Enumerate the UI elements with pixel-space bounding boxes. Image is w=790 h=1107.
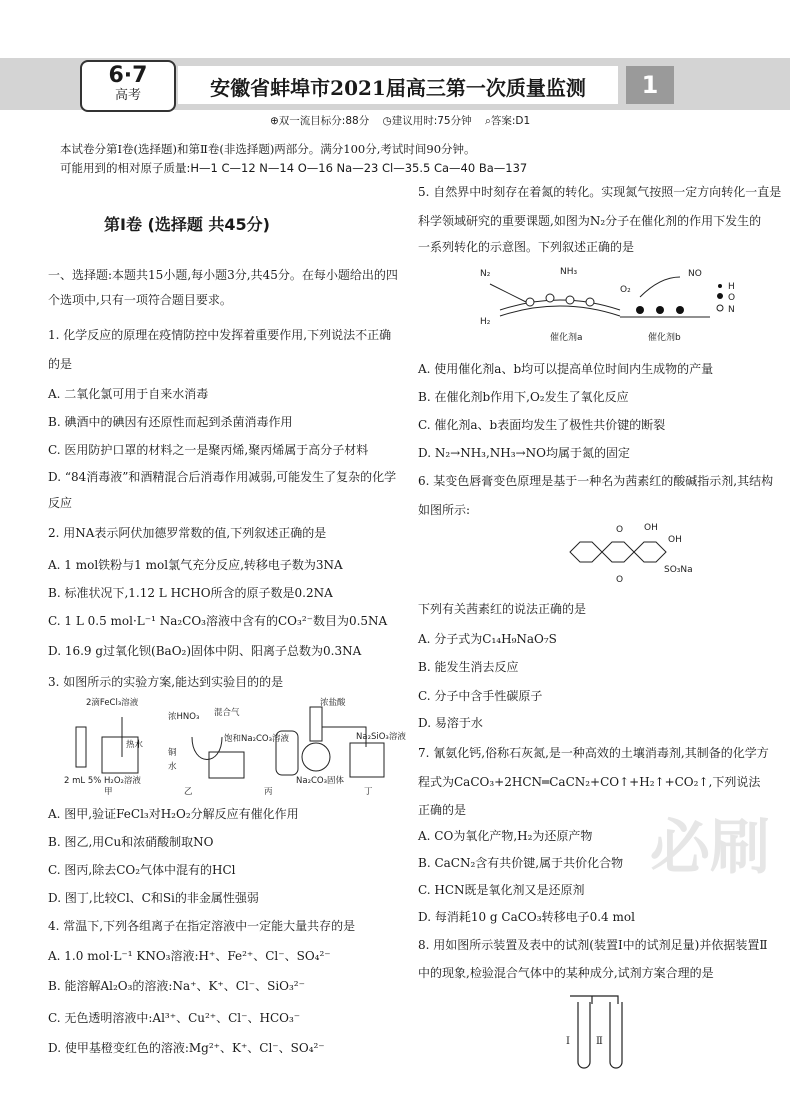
fig8-label: Ⅰ [566,1036,570,1047]
left-text-line: B. 能溶解Al₂O₃的溶液:Na⁺、K⁺、Cl⁻、SiO₃²⁻ [48,979,305,993]
fig3-label: 浓HNO₃ [168,712,200,722]
right-text-line: D. N₂→NH₃,NH₃→NO均属于氮的固定 [418,446,630,460]
fig6-label: OH [644,523,658,533]
brand-logo: 6·7 高考 [80,60,176,112]
round-flask [302,743,330,771]
left-text-line: C. 图丙,除去CO₂气体中混有的HCl [48,863,236,877]
right-text-line: 5. 自然界中时刻存在着氮的转化。实现氮气按照一定方向转化一直是 [418,185,782,199]
left-text-line: 反应 [48,496,73,510]
target-score: ⊕双一流目标分:88分 [270,115,370,127]
fig5-label: N [728,305,735,315]
left-text-line: B. 图乙,用Cu和浓硝酸制取NO [48,835,214,849]
left-text-line: C. 1 L 0.5 mol·L⁻¹ Na₂CO₃溶液中含有的CO₃²⁻数目为0.5NA [48,614,388,628]
fig3-label: 水 [168,762,177,772]
left-text-line: C. 无色透明溶液中:Al³⁺、Cu²⁺、Cl⁻、HCO₃⁻ [48,1011,301,1025]
fig3-label: Na₂CO₃固体 [296,776,345,786]
fig5-label: H₂ [480,317,491,327]
fig5-label: 催化剂b [648,333,681,343]
tube-II [610,1002,622,1068]
left-text-line: A. 二氧化氯可用于自来水消毒 [48,387,209,401]
left-text-line: A. 1.0 mol·L⁻¹ KNO₃溶液:H⁺、Fe²⁺、Cl⁻、SO₄²⁻ [48,949,331,963]
left-text-line: 一、选择题:本题共15小题,每小题3分,共45分。在每小题给出的四 [48,268,398,282]
answer-ref: ⌕答案:D1 [484,115,531,127]
right-text-line: 下列有关茜素红的说法正确的是 [418,602,587,616]
fig6-label: SO₃Na [664,565,693,575]
fig3-label: 丙 [264,787,273,797]
test-tube [76,727,86,767]
u-tube [192,737,222,760]
exam-meta [270,113,540,128]
watermark: 必刷 [650,813,770,883]
left-text-line: D. 16.9 g过氧化钡(BaO₂)固体中阴、阳离子总数为0.3NA [48,644,362,658]
right-text-line: A. 使用催化剂a、b均可以提高单位时间内生成物的产量 [418,362,714,376]
right-text-line: C. 催化剂a、b表面均发生了极性共价键的断裂 [418,418,666,432]
left-text-line: B. 标准状况下,1.12 L HCHO所含的原子数是0.2NA [48,586,333,600]
fig3-label: 2 mL 5% H₂O₂溶液 [64,776,141,786]
left-text-line: D. 使甲基橙变红色的溶液:Mg²⁺、K⁺、Cl⁻、SO₄²⁻ [48,1041,325,1055]
figure-5-catalysis [470,262,740,344]
right-text-line: 正确的是 [418,803,467,817]
left-text-line: 4. 常温下,下列各组离子在指定溶液中一定能大量共存的是 [48,919,356,933]
left-text-line: C. 医用防护口罩的材料之一是聚丙烯,聚丙烯属于高分子材料 [48,443,369,457]
section-title: 第Ⅰ卷 (选择题 共45分) [104,215,270,234]
suggested-time: ◷建议用时:75分钟 [382,115,472,127]
fig6-label: O [616,525,624,535]
right-text-line: B. 能发生消去反应 [418,660,519,674]
fig3-label: 热水 [126,740,144,750]
fig5-label: 催化剂a [550,333,583,343]
left-text-line: 2. 用NA表示阿伏加德罗常数的值,下列叙述正确的是 [48,526,327,540]
fig5-label: NO [688,269,702,279]
fig6-label: OH [668,535,682,545]
right-text-line: B. CaCN₂含有共价键,属于共价化合物 [418,856,624,870]
fig3-label: 乙 [184,787,193,797]
right-text-line: 8. 用如图所示装置及表中的试剂(装置Ⅰ中的试剂足量)并依据装置Ⅱ [418,938,768,952]
fig3-label: 浓盐酸 [320,698,346,708]
left-text-line: D. “84消毒液”和酒精混合后消毒作用减弱,可能发生了复杂的化学 [48,470,397,484]
fig5-label: O₂ [620,285,631,295]
right-text-line: C. 分子中含手性碳原子 [418,689,543,703]
left-text-line: 3. 如图所示的实验方案,能达到实验目的的是 [48,675,284,689]
left-text-line: 的是 [48,357,73,371]
fig5-label: N₂ [480,269,491,279]
page-number: 1 [626,66,674,104]
page-title: 安徽省蚌埠市2021届高三第一次质量监测 [210,76,586,100]
fig3-label: 2滴FeCl₃溶液 [86,698,139,708]
fig6-label: O [616,575,624,585]
figure-3-apparatus [64,697,406,797]
fig3-label: Na₂SiO₃溶液 [356,732,406,742]
fig3-label: 丁 [364,787,373,797]
intro-line-1: 本试卷分第Ⅰ卷(选择题)和第Ⅱ卷(非选择题)两部分。满分100分,考试时间90分钟。 [60,142,476,156]
right-text-line: D. 每消耗10 g CaCO₃转移电子0.4 mol [418,910,635,924]
beaker-2 [350,743,384,777]
right-text-line: 7. 氰氨化钙,俗称石灰氮,是一种高效的土壤消毒剂,其制备的化学方 [418,746,769,760]
right-text-line: A. 分子式为C₁₄H₉NaO₇S [418,632,557,646]
right-text-line: C. HCN既是氧化剂又是还原剂 [418,883,585,897]
funnel [310,707,322,741]
right-text-line: A. CO为氧化产物,H₂为还原产物 [418,829,593,843]
right-text-line: 中的现象,检验混合气体中的某种成分,试剂方案合理的是 [418,966,714,980]
left-text-line: A. 1 mol铁粉与1 mol氯气充分反应,转移电子数为3NA [48,558,343,572]
figure-6-structure [560,518,693,586]
left-text-line: B. 碘酒中的碘因有还原性而起到杀菌消毒作用 [48,415,293,429]
fig3-label: 混合气 [214,708,240,718]
intro-line-2: 可能用到的相对原子质量:H—1 C—12 N—14 O—16 Na—23 Cl—35.5 Ca—40 Ba—137 [60,161,528,175]
fig3-label: 铜 [168,748,177,758]
fig5-label: NH₃ [560,267,578,277]
fig3-label: 甲 [104,787,113,797]
fig8-label: Ⅱ [596,1036,603,1047]
left-text-line: 个选项中,只有一项符合题目要求。 [48,293,232,307]
right-text-line: 科学领域研究的重要课题,如图为N₂分子在催化剂的作用下发生的 [418,214,762,228]
tube-I [578,1002,590,1068]
water-trough [209,752,244,778]
left-text-line: 1. 化学反应的原理在疫情防控中发挥着重要作用,下列说法不正确 [48,328,392,342]
right-text-line: D. 易溶于水 [418,716,483,730]
title-box [178,66,618,104]
right-text-line: 一系列转化的示意图。下列叙述正确的是 [418,240,635,254]
fig5-label: O [728,293,736,303]
right-text-line: 如图所示: [418,503,471,517]
left-text-line: D. 图丁,比较Cl、C和Si的非金属性强弱 [48,891,259,905]
catalyst-a-surface [500,300,620,310]
fig3-label: 饱和Na₂CO₃溶液 [224,734,290,744]
figure-8-apparatus [560,986,650,1076]
right-text-line: B. 在催化剂b作用下,O₂发生了氧化反应 [418,390,629,404]
left-text-line: A. 图甲,验证FeCl₃对H₂O₂分解反应有催化作用 [48,807,299,821]
right-text-line: 6. 某变色唇膏变色原理是基于一种名为茜素红的酸碱指示剂,其结构 [418,474,774,488]
fig5-label: H [728,282,735,292]
right-text-line: 程式为CaCO₃+2HCN═CaCN₂+CO↑+H₂↑+CO₂↑,下列说法 [418,775,761,789]
